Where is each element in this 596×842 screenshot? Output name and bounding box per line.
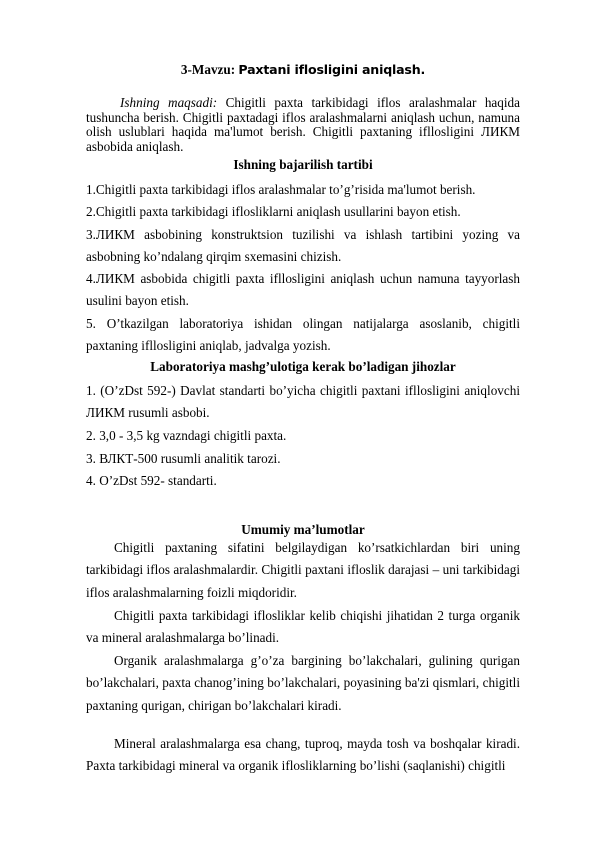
- general-paragraph: Mineral aralashmalarga esa chang, tuproq, mayda tosh va boshqalar kiradi. Paxta tarkibidagi mineral va organik iflosliklarning bo’lishi (saqlanishi) chigitli: [86, 736, 520, 774]
- general-heading: Umumiy ma’lumotlar: [241, 522, 365, 537]
- equipment-item: 4. O’zDst 592- standarti.: [86, 473, 217, 488]
- general-paragraph: Chigitli paxtaning sifatini belgilaydigan ko’rsatkichlardan biri uning tarkibidagi iflos aralashmalardir. Chigitli paxtani ifloslik darajasi – uni tarkibidagi iflos aralashmalarning foizli miqdoridir.: [86, 540, 520, 600]
- general-paragraph: Chigitli paxta tarkibidagi iflosliklar kelib chiqishi jihatidan 2 turga organik va mineral aralashmalarga bo’linadi.: [86, 608, 520, 646]
- order-item: 2.Chigitli paxta tarkibidagi iflosliklarni aniqlash usullarini bayon etish.: [86, 204, 461, 219]
- equipment-item: 2. 3,0 - 3,5 kg vazndagi chigitli paxta.: [86, 428, 287, 443]
- order-item: 4.ЛИКМ asbobida chigitli paxta ifllosligini aniqlash uchun namuna tayyorlash usulini bayon etish.: [86, 271, 520, 309]
- general-paragraph: Organik aralashmalarga g’o’za bargining bo’lakchalari, gulining qurigan bo’lakchalari, paxta chanog’ining bo’lakchalari, poyasining ba'zi qismlari, chigitli paxtaning qurigan, chirigan bo’lakchalari kiradi.: [86, 653, 520, 713]
- page-title: [86, 62, 520, 78]
- aim-label: Ishning maqsadi:: [120, 95, 218, 110]
- order-item: 3.ЛИКМ asbobining konstruktsion tuzilishi va ishlash tartibini yozing va asbobning ko’ndalang qirqim sxemasini chizish.: [86, 227, 520, 265]
- order-item: 5. O’tkazilgan laboratoriya ishidan olingan natijalarga asoslanib, chigitli paxtaning ifllosligini aniqlab, jadvalga yozish.: [86, 316, 520, 354]
- equipment-item: 3. ВЛКТ-500 rusumli analitik tarozi.: [86, 451, 281, 466]
- topic-number: 3-Mavzu:: [180, 62, 239, 77]
- equipment-item: 1. (O’zDst 592-) Davlat standarti bo’yicha chigitli paxtani ifllosligini aniqlovchi ЛИКМ rusumli asbobi.: [86, 383, 520, 421]
- equipment-heading: Laboratoriya mashg’ulotiga kerak bo’ladigan jihozlar: [150, 359, 456, 374]
- aim-text: Chigitli paxta tarkibidagi iflos aralashmalar haqida tushuncha berish. Chigitli paxtadagi iflos aralashmalarni aniqlash uchun, namuna olish uslublari haqida ma'lumot berish. Chigitli paxtaning ifllosligini ЛИКМ asbobida aniqlash.: [86, 95, 520, 154]
- order-heading: Ishning bajarilish tartibi: [233, 157, 373, 172]
- aim-paragraph: [86, 96, 520, 154]
- order-item: 1.Chigitli paxta tarkibidagi iflos aralashmalar to’g’risida ma'lumot berish.: [86, 182, 476, 197]
- topic-title: Paxtani iflosligіni aniqlash.: [238, 62, 426, 77]
